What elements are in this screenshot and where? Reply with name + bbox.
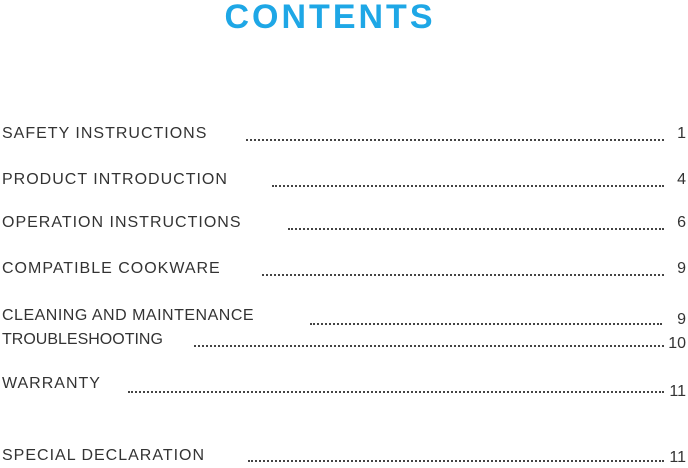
toc-entry-safety-instructions[interactable]	[0, 124, 688, 146]
toc-entry-compatible-cookware[interactable]	[0, 259, 688, 281]
toc-entry-label: TROUBLESHOOTING	[2, 331, 163, 348]
toc-entry-cleaning-and-maintenance[interactable]	[0, 306, 688, 328]
toc-entry-label: OPERATION INSTRUCTIONS	[2, 214, 242, 231]
dot-leader	[272, 185, 664, 187]
dot-leader	[128, 391, 664, 393]
dot-leader	[248, 460, 664, 462]
toc-entry-page: 1	[677, 125, 686, 142]
toc-entry-special-declaration[interactable]	[0, 446, 688, 468]
toc-entry-label: CLEANING AND MAINTENANCE	[2, 307, 255, 324]
dot-leader	[288, 228, 664, 230]
toc-entry-warranty[interactable]	[0, 374, 688, 400]
toc-entry-page: 9	[677, 311, 686, 328]
toc-entry-page: 4	[677, 171, 686, 188]
dot-leader	[262, 274, 664, 276]
toc-entry-label: WARRANTY	[2, 375, 101, 392]
toc-entry-label: SPECIAL DECLARATION	[2, 447, 206, 464]
toc-entry-page: 11	[669, 383, 686, 400]
toc-entry-label: SAFETY INSTRUCTIONS	[2, 125, 208, 142]
toc-entry-product-introduction[interactable]	[0, 170, 688, 192]
toc-entry-page: 9	[677, 260, 686, 277]
toc-entry-troubleshooting[interactable]	[0, 330, 688, 352]
dot-leader	[310, 323, 662, 325]
dot-leader	[246, 139, 664, 141]
toc-entry-page: 10	[668, 335, 686, 352]
toc-entry-page: 6	[677, 214, 686, 231]
page-title: CONTENTS	[224, 0, 436, 36]
toc-entry-page: 11	[669, 449, 686, 466]
toc-entry-operation-instructions[interactable]	[0, 213, 688, 235]
dot-leader	[194, 345, 664, 347]
toc-entry-label: COMPATIBLE COOKWARE	[2, 260, 221, 277]
toc-entry-label: PRODUCT INTRODUCTION	[2, 171, 228, 188]
